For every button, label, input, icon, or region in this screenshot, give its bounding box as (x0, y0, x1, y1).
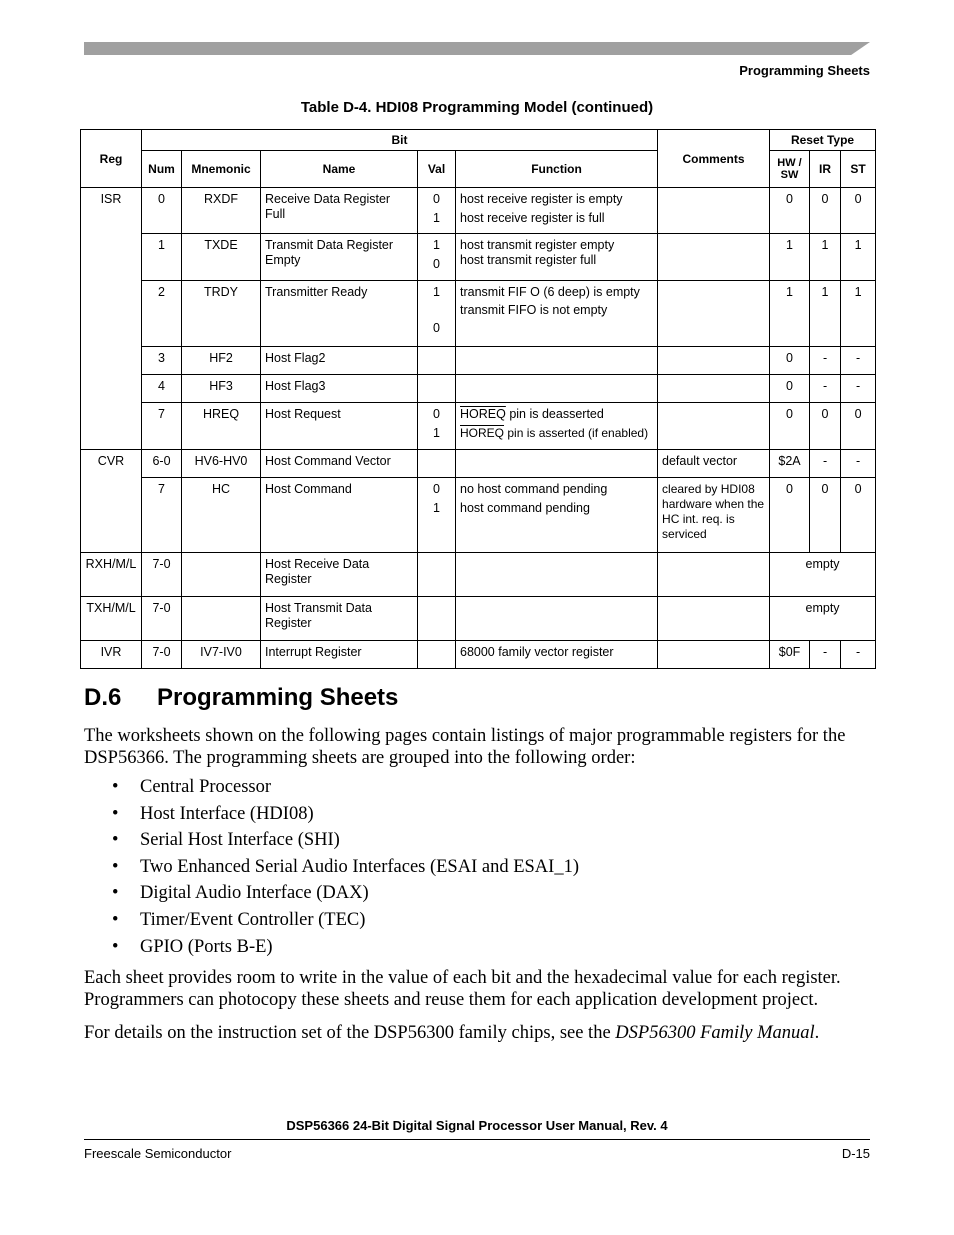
st-cell: - (841, 641, 876, 669)
ir-cell: 1 (810, 281, 841, 347)
list-item (84, 880, 579, 907)
section-title: Programming Sheets (157, 684, 399, 711)
function-cell (456, 403, 658, 450)
comments-cell (658, 188, 770, 234)
num-cell: 3 (142, 347, 182, 375)
name-cell: Host Flag2 (261, 347, 418, 375)
section-heading (84, 684, 398, 712)
function-text: pin is deasserted (505, 407, 604, 421)
num-cell: 7-0 (142, 553, 182, 597)
list-item-text: Two Enhanced Serial Audio Interfaces (ESAI and ESAI_1) (140, 856, 579, 877)
name-cell: Host Request (261, 403, 418, 450)
bullet-icon: • (112, 803, 119, 824)
function-cell (456, 478, 658, 553)
horeq-signal: HOREQ (460, 407, 506, 421)
bullet-icon: • (112, 777, 119, 797)
num-cell: 4 (142, 375, 182, 403)
val-line: 1 (433, 285, 440, 299)
reset-cell: empty (770, 553, 876, 597)
list-item-text: Host Interface (HDI08) (140, 803, 314, 824)
st-cell: 0 (841, 403, 876, 450)
val-cell (418, 641, 456, 669)
function-line: host transmit register empty (460, 238, 615, 252)
comments-cell: default vector (658, 450, 770, 478)
val-cell (418, 281, 456, 347)
hw-cell: 0 (770, 478, 810, 553)
bullet-icon: • (112, 936, 119, 957)
num-cell: 0 (142, 188, 182, 234)
table-row (81, 641, 876, 669)
comments-cell: cleared by HDI08 hardware when the HC int. req. is serviced (658, 478, 770, 553)
comments-cell (658, 403, 770, 450)
comments-cell (658, 597, 770, 641)
st-cell: - (841, 347, 876, 375)
function-cell (456, 375, 658, 403)
header-bar (84, 42, 870, 55)
name-cell: Transmit Data Register Empty (261, 234, 418, 281)
val-line: 0 (433, 192, 440, 206)
comments-cell (658, 347, 770, 375)
reg-cell: ISR (81, 188, 142, 450)
details-text-end: . (814, 1023, 820, 1043)
mnemonic-cell: IV7-IV0 (182, 641, 261, 669)
section-number: D.6 (84, 684, 122, 711)
function-line: host transmit register full (460, 253, 597, 267)
function-line: host receive register is full (460, 211, 605, 225)
header-function: Function (456, 151, 658, 188)
header-num: Num (142, 151, 182, 188)
details-paragraph (84, 1022, 870, 1044)
header-comments: Comments (658, 130, 770, 188)
reg-cell: CVR (81, 450, 142, 553)
footer-divider (84, 1139, 870, 1140)
function-line: host command pending (460, 501, 590, 515)
comments-cell (658, 375, 770, 403)
val-cell (418, 188, 456, 234)
hw-cell: 0 (770, 403, 810, 450)
ir-cell: 0 (810, 403, 841, 450)
name-cell: Host Command Vector (261, 450, 418, 478)
function-cell (456, 234, 658, 281)
table-row (81, 347, 876, 375)
name-cell: Transmitter Ready (261, 281, 418, 347)
st-cell: - (841, 375, 876, 403)
list-item (84, 774, 579, 801)
hw-cell: $2A (770, 450, 810, 478)
val-cell (418, 478, 456, 553)
val-cell (418, 375, 456, 403)
footer-company: Freescale Semiconductor (84, 1146, 232, 1161)
header-reg: Reg (81, 130, 142, 188)
header-name: Name (261, 151, 418, 188)
list-item-text: Digital Audio Interface (DAX) (140, 883, 369, 904)
table-row (81, 188, 876, 234)
footer-title: DSP56366 24-Bit Digital Signal Processor User Manual, Rev. 4 (286, 1118, 668, 1133)
comments-cell (658, 234, 770, 281)
val-cell (418, 597, 456, 641)
hw-cell: $0F (770, 641, 810, 669)
page-number: D-15 (841, 1146, 870, 1161)
intro-paragraph: The worksheets shown on the following pages contain listings of major programmable registers for the DSP56366. The programming sheets are grouped into the following order: (84, 726, 846, 768)
list-item (84, 907, 579, 934)
list-item (84, 854, 579, 881)
table-row (81, 553, 876, 597)
table-row (81, 281, 876, 347)
reg-cell: TXH/M/L (81, 597, 142, 641)
st-cell: 1 (841, 234, 876, 281)
function-line (460, 407, 653, 426)
val-cell (418, 403, 456, 450)
table-row (81, 403, 876, 450)
mnemonic-cell: HF3 (182, 375, 261, 403)
name-cell: Host Receive Data Register (261, 553, 418, 597)
mnemonic-cell (182, 597, 261, 641)
header-reset-type: Reset Type (770, 130, 876, 151)
comments-cell (658, 553, 770, 597)
function-line (460, 426, 653, 441)
running-head: Programming Sheets (739, 63, 870, 78)
ir-cell: 1 (810, 234, 841, 281)
hw-cell: 0 (770, 188, 810, 234)
list-item-text: GPIO (Ports B-E) (140, 936, 273, 957)
hw-cell: 1 (770, 234, 810, 281)
bullet-icon: • (112, 830, 119, 851)
bullet-icon: • (112, 856, 119, 877)
list-item (84, 801, 579, 828)
function-cell (456, 553, 658, 597)
function-line: transmit FIFO is not empty (460, 303, 608, 317)
val-line: 0 (433, 257, 440, 271)
val-line: 0 (433, 407, 440, 421)
list-item-text: Serial Host Interface (SHI) (140, 830, 340, 851)
header-val: Val (418, 151, 456, 188)
sheet-paragraph: Each sheet provides room to write in the value of each bit and the hexadecimal value for each register. Programmers can photocopy these sheets and reuse them for each application development project. (84, 968, 841, 1010)
manual-reference: DSP56300 Family Manual (615, 1023, 815, 1043)
function-cell (456, 450, 658, 478)
ir-cell: 0 (810, 188, 841, 234)
num-cell: 2 (142, 281, 182, 347)
list-item (84, 827, 579, 854)
details-text: For details on the instruction set of the DSP56300 family chips, see the (84, 1023, 616, 1043)
val-cell (418, 234, 456, 281)
ir-cell: 0 (810, 478, 841, 553)
num-cell: 7 (142, 403, 182, 450)
name-cell: Host Transmit Data Register (261, 597, 418, 641)
ir-cell: - (810, 641, 841, 669)
function-cell (456, 597, 658, 641)
ir-cell: - (810, 375, 841, 403)
function-cell (456, 347, 658, 375)
list-item-text: Timer/Event Controller (TEC) (140, 909, 366, 930)
hw-cell: 0 (770, 347, 810, 375)
register-group-list (84, 774, 579, 960)
mnemonic-cell: HV6-HV0 (182, 450, 261, 478)
val-line: 1 (433, 501, 440, 515)
hdi08-programming-table (80, 129, 876, 669)
num-cell: 1 (142, 234, 182, 281)
name-cell: Receive Data Register Full (261, 188, 418, 234)
mnemonic-cell: HC (182, 478, 261, 553)
st-cell: 1 (841, 281, 876, 347)
num-cell: 7-0 (142, 641, 182, 669)
function-line: transmit FIF O (6 deep) is empty (460, 285, 640, 299)
num-cell: 7 (142, 478, 182, 553)
reg-cell: RXH/M/L (81, 553, 142, 597)
num-cell: 7-0 (142, 597, 182, 641)
val-line: 1 (433, 211, 440, 225)
reg-cell: IVR (81, 641, 142, 669)
table-row (81, 478, 876, 553)
function-cell (456, 281, 658, 347)
ir-cell: - (810, 450, 841, 478)
reset-cell: empty (770, 597, 876, 641)
function-cell (456, 188, 658, 234)
function-line: no host command pending (460, 482, 608, 496)
header-bit: Bit (142, 130, 658, 151)
st-cell: - (841, 450, 876, 478)
function-cell: 68000 family vector register (456, 641, 658, 669)
horeq-signal: HOREQ (460, 426, 505, 440)
name-cell: Host Flag3 (261, 375, 418, 403)
mnemonic-cell: HF2 (182, 347, 261, 375)
name-cell: Host Command (261, 478, 418, 553)
table-row (81, 375, 876, 403)
table-title: Table D-4. HDI08 Programming Model (continued) (300, 99, 654, 116)
val-cell (418, 450, 456, 478)
st-cell: 0 (841, 188, 876, 234)
mnemonic-cell: HREQ (182, 403, 261, 450)
ir-cell: - (810, 347, 841, 375)
num-cell: 6-0 (142, 450, 182, 478)
header-mnemonic: Mnemonic (182, 151, 261, 188)
function-line: host receive register is empty (460, 192, 623, 206)
mnemonic-cell: TRDY (182, 281, 261, 347)
table-row (81, 450, 876, 478)
bullet-icon: • (112, 883, 119, 904)
function-text: pin is asserted (if enabled) (504, 426, 649, 440)
mnemonic-cell (182, 553, 261, 597)
list-item (84, 934, 579, 961)
val-line: 1 (433, 238, 440, 252)
comments-cell (658, 641, 770, 669)
val-cell (418, 347, 456, 375)
comments-cell (658, 281, 770, 347)
hw-cell: 0 (770, 375, 810, 403)
mnemonic-cell: RXDF (182, 188, 261, 234)
table-row (81, 597, 876, 641)
hw-cell: 1 (770, 281, 810, 347)
bullet-icon: • (112, 909, 119, 930)
val-line: 0 (433, 321, 440, 335)
mnemonic-cell: TXDE (182, 234, 261, 281)
name-cell: Interrupt Register (261, 641, 418, 669)
header-hw-sw: HW / SW (770, 151, 810, 188)
val-line: 0 (433, 482, 440, 496)
st-cell: 0 (841, 478, 876, 553)
list-item-text: Central Processor (140, 777, 272, 797)
header-st: ST (841, 151, 876, 188)
header-ir: IR (810, 151, 841, 188)
val-cell (418, 553, 456, 597)
val-line: 1 (433, 426, 440, 440)
table-row (81, 234, 876, 281)
